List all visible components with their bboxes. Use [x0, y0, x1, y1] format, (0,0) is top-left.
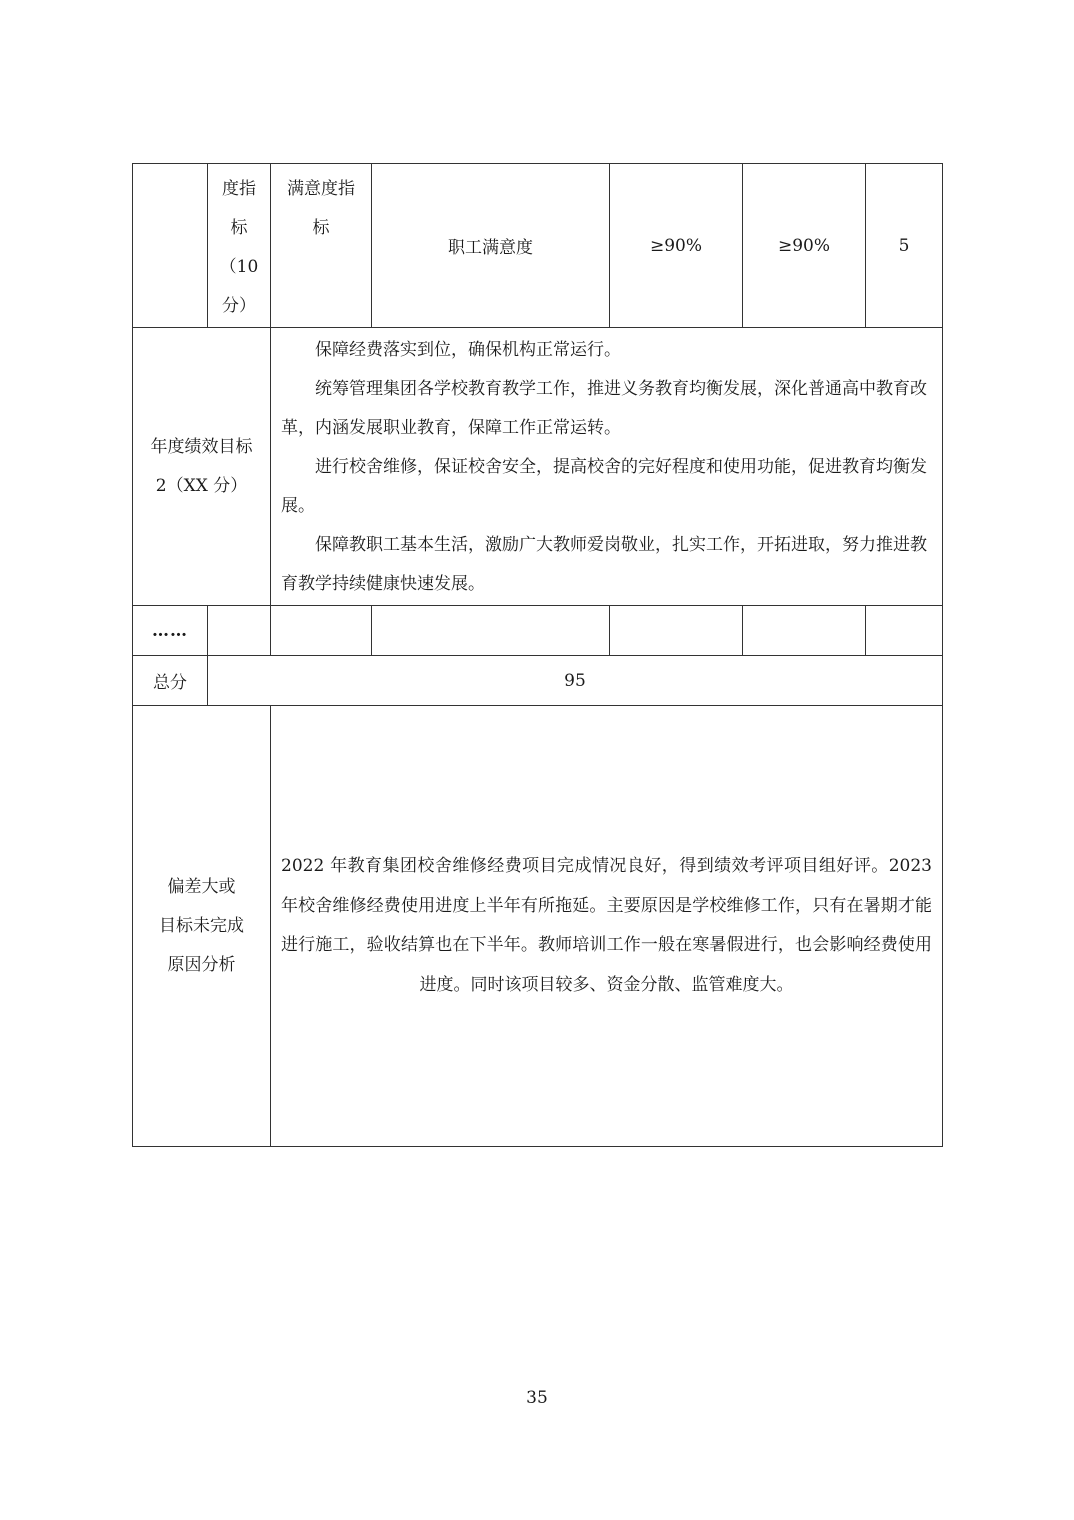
goal-paragraph: 进行校舍维修，保证校舍安全，提高校舍的完好程度和使用功能，促进教育均衡发展。	[281, 457, 927, 516]
analysis-text: 2022 年教育集团校舍维修经费项目完成情况良好，得到绩效考评项目组好评。2023 年校舍维修经费使用进度上半年有所拖延。主要原因是学校维修工作，只有在暑期才能进行施工，验收结算也在下半年。教师培训工作一般在寒暑假进行，也会影响经费使用进度。同时该项目较多、资金分散、监管难度大。	[281, 856, 932, 995]
empty-cell	[866, 606, 943, 656]
goal-paragraph: 保障教职工基本生活，激励广大教师爱岗敬业，扎实工作，开拓进取，努力推进教育教学持续健康快速发展。	[281, 535, 927, 594]
empty-cell	[372, 606, 610, 656]
total-value: 95	[208, 656, 943, 706]
performance-table	[132, 163, 943, 1147]
goal2-row	[133, 328, 943, 606]
goal-paragraph: 保障经费落实到位，确保机构正常运行。	[315, 340, 621, 360]
level3-cell: 满意度指 标	[271, 164, 372, 328]
total-row	[133, 656, 943, 706]
score-cell: 5	[866, 164, 943, 328]
empty-cell	[271, 606, 372, 656]
page-number: 35	[526, 1388, 548, 1408]
satisfaction-row	[133, 164, 943, 328]
ellipsis-row	[133, 606, 943, 656]
analysis-label: 偏差大或 目标未完成 原因分析	[133, 706, 271, 1147]
level2-cell: 度指 标 （10 分）	[208, 164, 271, 328]
goal-paragraph: 统筹管理集团各学校教育教学工作，推进义务教育均衡发展，深化普通高中教育改革，内涵发展职业教育，保障工作正常运转。	[281, 379, 927, 438]
empty-cell	[610, 606, 743, 656]
empty-cell	[743, 606, 866, 656]
ellipsis-cell: ……	[133, 606, 208, 656]
target-value-cell: ≥90%	[610, 164, 743, 328]
analysis-content	[271, 706, 943, 1147]
indicator-cell: 职工满意度	[372, 164, 610, 328]
actual-value-cell: ≥90%	[743, 164, 866, 328]
goal2-label: 年度绩效目标 2（XX 分）	[133, 328, 271, 606]
goal2-content	[271, 328, 943, 606]
total-label: 总分	[133, 656, 208, 706]
empty-cell	[208, 606, 271, 656]
analysis-row	[133, 706, 943, 1147]
level1-cell	[133, 164, 208, 328]
